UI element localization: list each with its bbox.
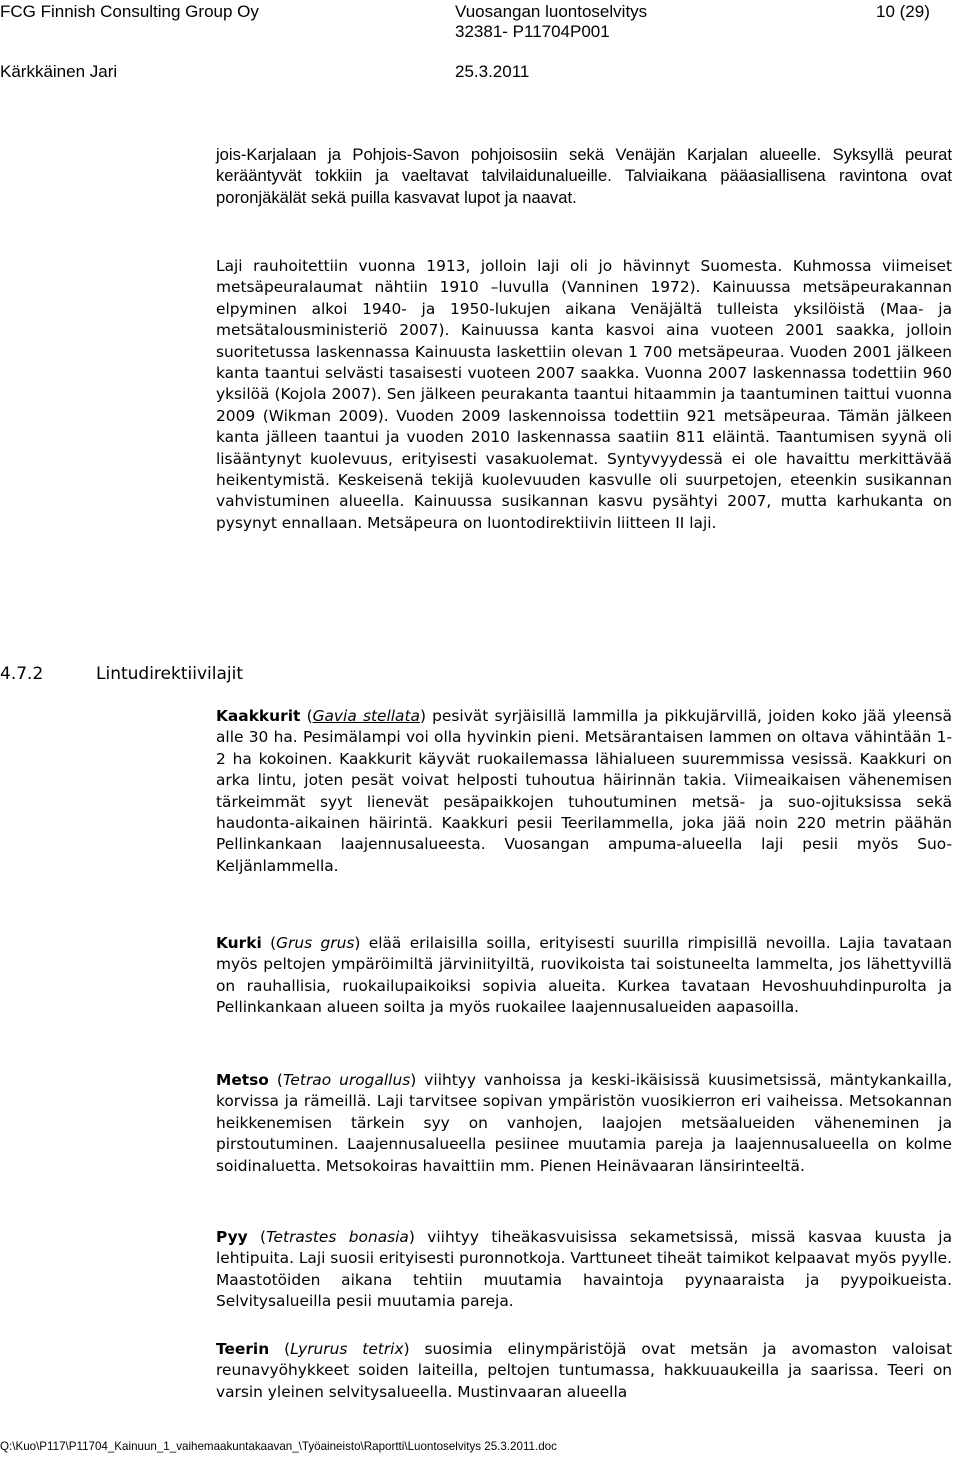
paren-close: ) <box>410 1071 417 1089</box>
species-name: Kurki <box>216 934 262 952</box>
species-pyy <box>216 1227 952 1313</box>
species-paragraph <box>216 706 952 877</box>
intro-section-2 <box>216 256 952 534</box>
species-paragraph <box>216 933 952 1019</box>
section-title: Lintudirektiivilajit <box>96 664 243 684</box>
header-author: Kärkkäinen Jari <box>0 62 118 81</box>
paren-open: ( <box>269 1340 291 1358</box>
species-paragraph <box>216 1339 952 1403</box>
intro-paragraph-2: Laji rauhoitettiin vuonna 1913, jolloin laji oli jo hävinnyt Suomesta. Kuhmossa viimeiset metsäpeuralaumat nähtiin 1910 –luvulla (Vanninen 1972). Kainuussa metsäpeurakannan elpyminen alkoi 1940- ja 1950-lukujen aikana Venäjältä tulleista yksilöistä (Maa- ja metsätalousministeriö 2007). Kainuussa kanta kasvoi aina vuoteen 2001 saakka, jolloin suoritetussa laskennassa Kainuusta laskettiin olevan 1 700 metsäpeuraa. Vuoden 2001 jälkeen kanta taantui selvästi tasaisesti vuoteen 2007 saakka. Vuonna 2007 laskennassa todettiin 960 yksilöä (Kojola 2007). Sen jälkeen peurakanta taantui hitaammin ja taantuminen taittui vuonna 2009 (Wikman 2009). Vuoden 2009 laskennoissa todettiin 921 metsäpeuraa. Tämän jälkeen kanta jälleen taantui ja vuoden 2010 laskennassa saatiin 811 eläintä. Taantumisen syynä oli lisääntynyt kuolevuus, erityisesti vasakuolemat. Syntyvyydessä ei ole havaittu merkittävää heikentymistä. Keskeisenä tekijä kuolevuuden kasvulle oli suurpetojen, eteenkin susikannan vahvistuminen alueella. Kainuussa susikannan kasvu pysähtyi 2007, mutta karhukanta on pysynyt ennallaan. Metsäpeura on luontodirektiivin liitteen II laji. <box>216 257 952 532</box>
species-text: viihtyy tiheäkasvuisissa sekametsissä, missä kasvaa kuusta ja lehtipuita. Laji suosii erityisesti puronnotkoja. Varttuneet tiheät taimikot kelpaavat myös pyylle. Maastotöiden aikana tehtiin muutamia havaintoja pyynaaraista ja pyypoikueista. Selvitysalueilla pesii muutamia pareja. <box>216 1228 952 1311</box>
paren-open: ( <box>300 707 313 725</box>
species-paragraph <box>216 1227 952 1313</box>
header-date: 25.3.2011 <box>455 62 530 81</box>
species-scientific-name: Grus grus <box>276 934 355 952</box>
footer-file-path: Q:\Kuo\P117\P11704_Kainuun_1_vaihemaakuntakaavan_\Työaineisto\Raportti\Luontoselvitys 25.3.2011.doc <box>0 1440 557 1453</box>
species-kaakkuri <box>216 706 952 877</box>
species-text: suosimia elinympäristöjä ovat metsän ja avomaston valoisat reunavyöhykkeet soiden laiteilla, peltojen tuntumassa, hakkuuaukeilla ja saarissa. Teeri on varsin yleinen selvitysalueella. Mustinvaaran alueella <box>216 1340 952 1401</box>
header-page-number: 10 (29) <box>876 2 930 21</box>
species-name: Kaakkurit <box>216 707 301 725</box>
species-teeri <box>216 1339 952 1403</box>
species-metso <box>216 1070 952 1177</box>
paren-open: ( <box>261 934 277 952</box>
section-number: 4.7.2 <box>0 664 44 684</box>
species-name: Metso <box>216 1071 269 1089</box>
species-paragraph <box>216 1070 952 1177</box>
species-kurki <box>216 933 952 1019</box>
paren-open: ( <box>268 1071 283 1089</box>
intro-section <box>216 144 952 208</box>
species-name: Teerin <box>216 1340 270 1358</box>
species-scientific-name: Lyrurus tetrix <box>290 1340 404 1358</box>
paren-close: ) <box>419 707 426 725</box>
species-text: viihtyy vanhoissa ja keski-ikäisissä kuusimetsissä, mäntykankailla, korvissa ja rämeillä. Laji tarvitsee sopivan ympäristön vuosikierron eri vaiheissa. Metsokannan heikkenemisen tärkein syy on vanhojen, laajojen metsäalueiden väheneminen ja pirstoutuminen. Laajennusalueella pesiinee muutamia pareja ja laajennusalueella on kolme soidinaluetta. Metsokoiras havaittiin mm. Pienen Heinävaaran länsirinteeltä. <box>216 1071 952 1175</box>
header-company: FCG Finnish Consulting Group Oy <box>0 2 259 21</box>
species-scientific-name: Tetrao urogallus <box>282 1071 411 1089</box>
paren-open: ( <box>247 1228 267 1246</box>
paren-close: ) <box>403 1340 410 1358</box>
intro-paragraph-1: jois-Karjalaan ja Pohjois-Savon pohjoisosiin sekä Venäjän Karjalan alueelle. Syksyllä peurat kerääntyvät tokkiin ja vaeltavat talvilaidunalueille. Talviaikana pääasiallisena ravintona ovat poronjäkälät sekä puilla kasvavat lupot ja naavat. <box>216 145 952 207</box>
paren-close: ) <box>408 1228 415 1246</box>
species-text: pesivät syrjäisillä lammilla ja pikkujärvillä, joiden koko jää yleensä alle 30 ha. Pesimälampi voi olla hyvinkin pieni. Metsärantaisen lammen on oltava vähintään 1-2 ha kokoinen. Kaakkurit käyvät ruokailemassa lähialueen suuremmissa vesissä. Kaakkuri on arka lintu, joten pesät voivat helposti tuhoutua häirinnän takia. Viimeaikaisen vähenemisen tärkeimmät syyt lienevät pesäpaikkojen tuhoutuminen metsä- ja suo-ojituksissa sekä haudonta-aikainen häirintä. Kaakkuri pesii Teerilammella, joka jää noin 220 metrin päähän Pellinkankaan laajennusalueesta. Vuosangan ampuma-alueella laji pesii myös Suo-Keljänlammella. <box>216 707 952 875</box>
species-text: elää erilaisilla soilla, erityisesti suurilla rimpisillä nevoilla. Lajia tavataan myös peltojen ympäröimiltä järviniityiltä, ruovikoista tai soistuneelta lammelta, jos lähettyvillä on rauhallisia, ruokailupaikoiksi sopivia alueita. Kurkea tavataan Hevoshuuhdinpurolta ja Pellinkankaan alueen soilta ja myös ruokailee laajennusalueiden aapasoilla. <box>216 934 952 1017</box>
species-scientific-name: Tetrastes bonasia <box>266 1228 409 1246</box>
header-doc-title: Vuosangan luontoselvitys <box>455 2 648 21</box>
species-name: Pyy <box>216 1228 248 1246</box>
species-scientific-name: Gavia stellata <box>312 707 420 725</box>
section-heading <box>0 663 243 685</box>
header-doc-number: 32381- P11704P001 <box>455 22 610 41</box>
paren-close: ) <box>354 934 361 952</box>
